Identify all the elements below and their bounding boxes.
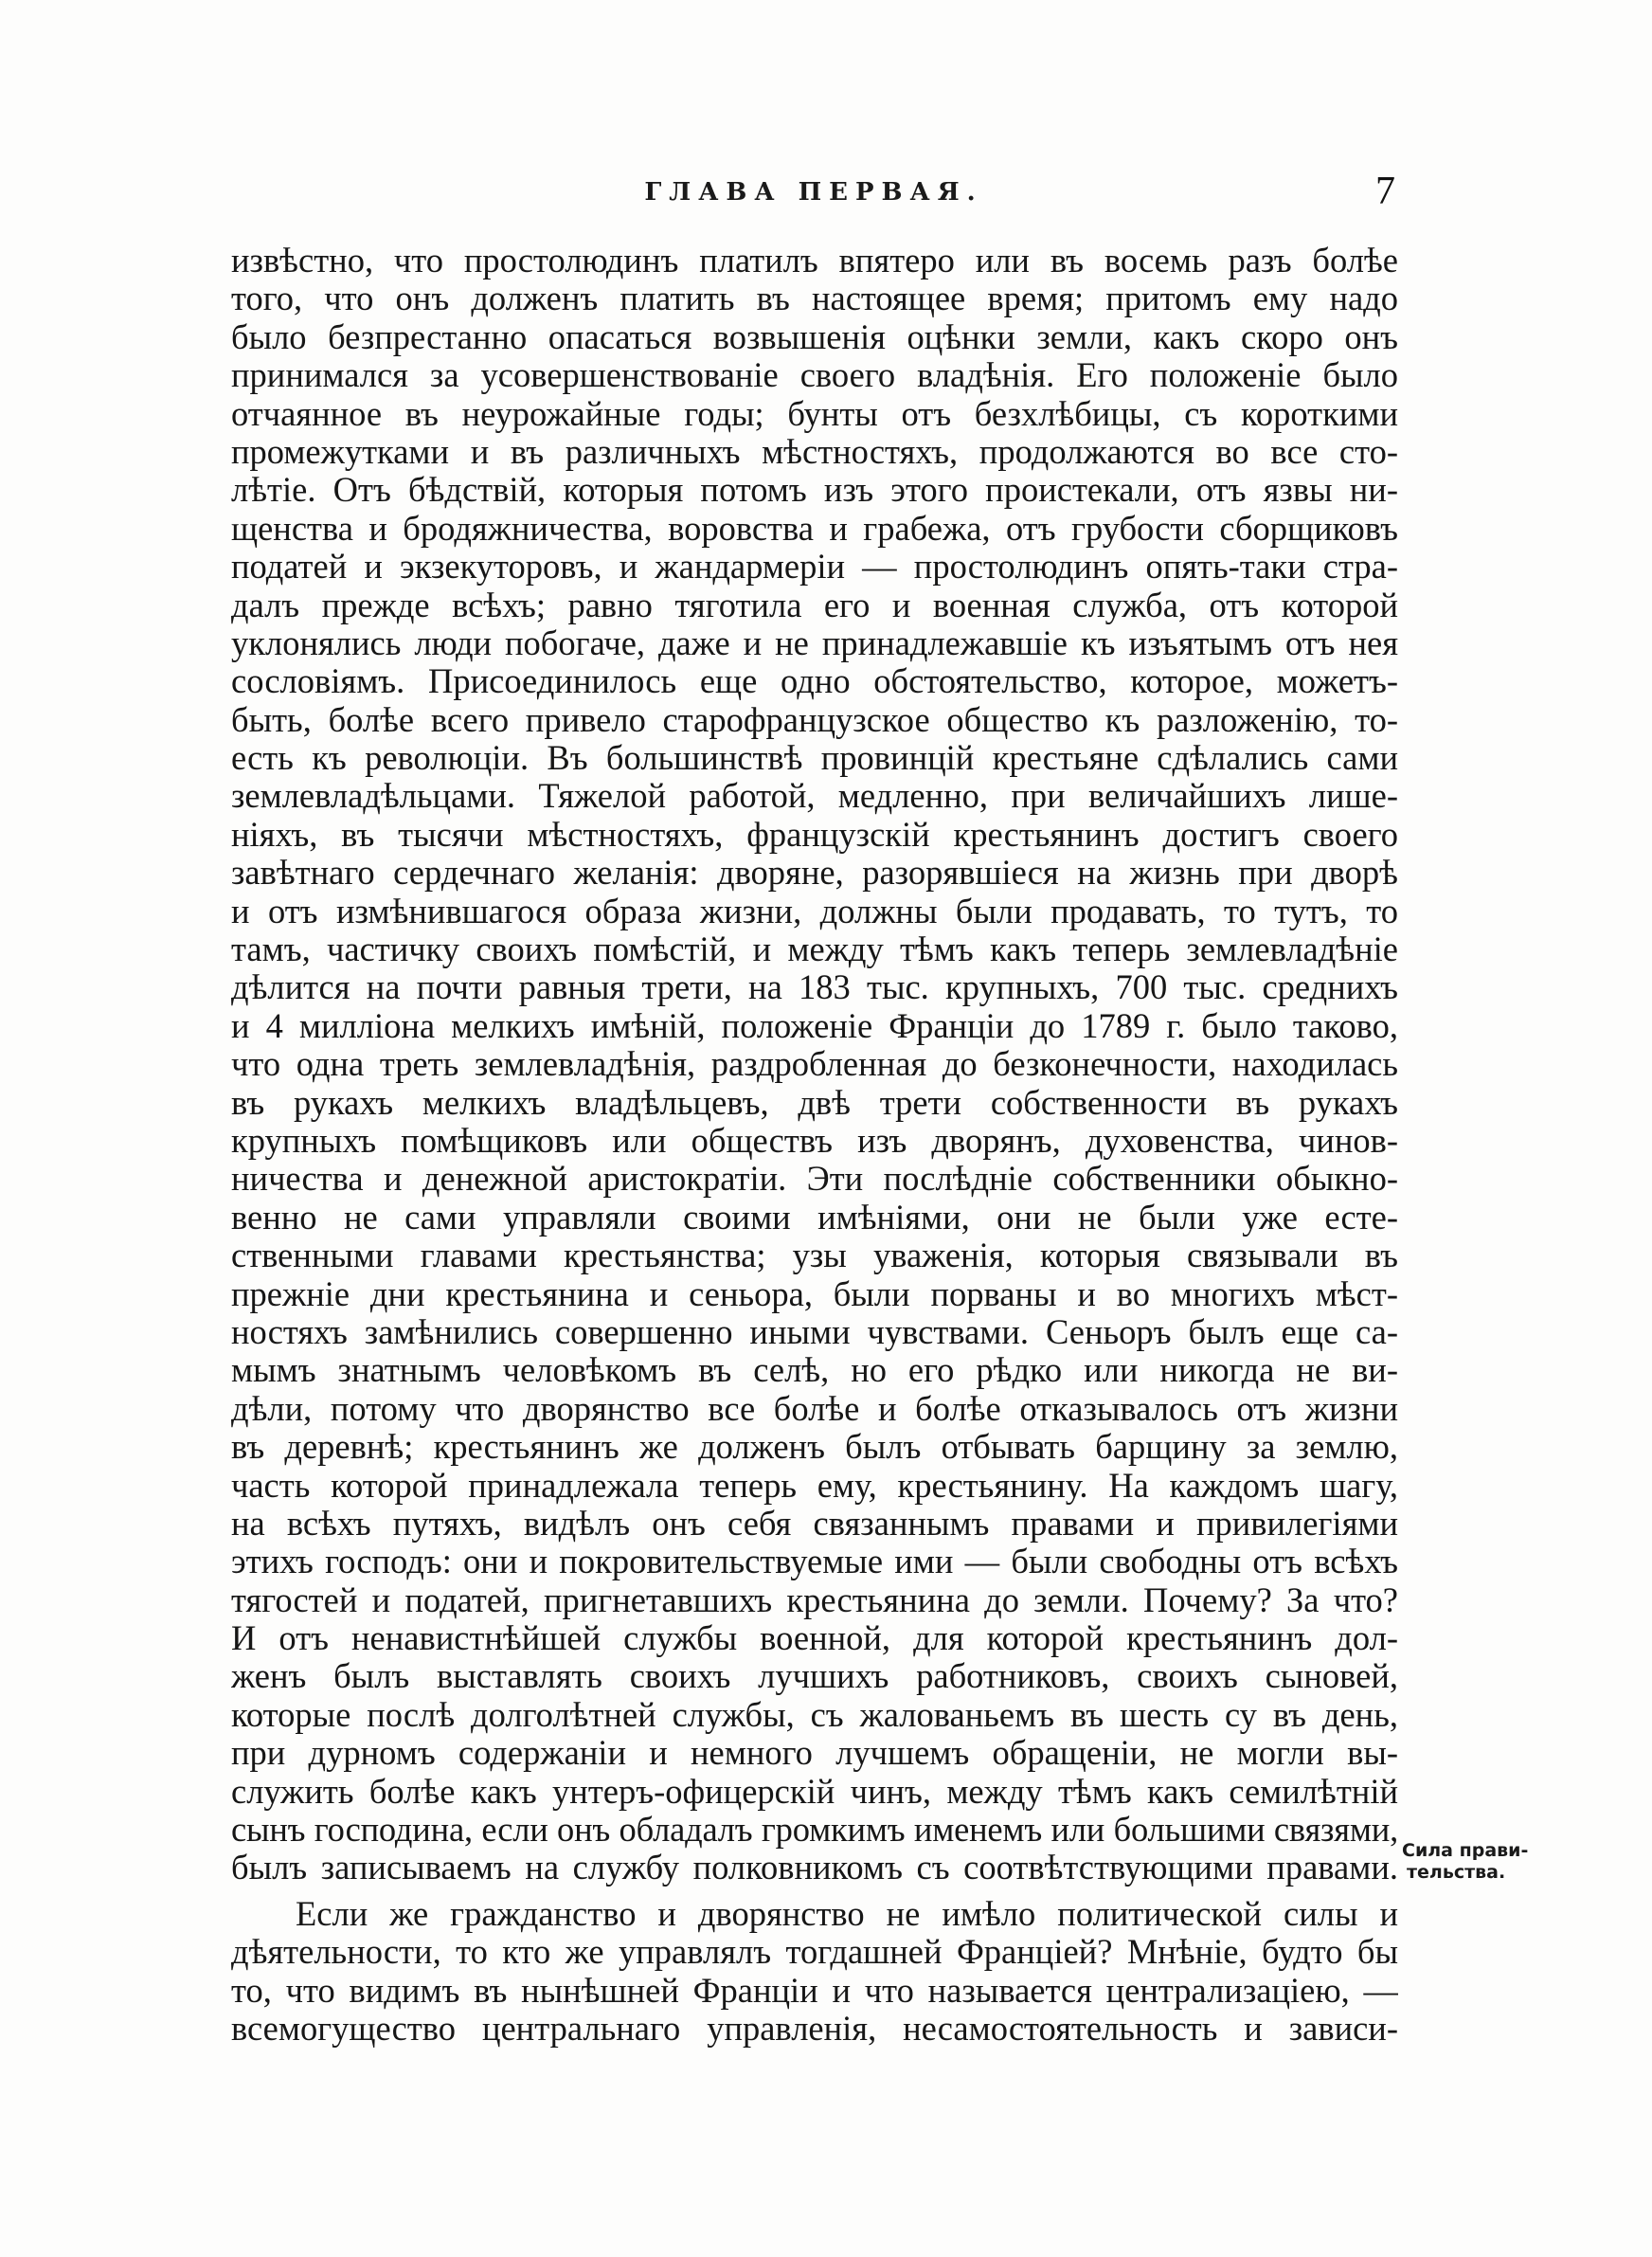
text-line: землевладѣльцами. Тяжелой работой, медленно, при величайшихъ лише- — [231, 777, 1398, 816]
chapter-title: ГЛАВА ПЕРВАЯ. — [644, 178, 983, 207]
text-line: дѣятельности, то кто же управлялъ тогдашней Франціей? Мнѣніе, будто бы — [231, 1933, 1398, 1972]
text-line: щенства и бродяжничества, воровства и грабежа, отъ грубости сборщиковъ — [231, 509, 1398, 548]
text-line: И отъ ненавистнѣйшей службы военной, для которой крестьянинъ дол- — [231, 1619, 1398, 1658]
text-line: всемогущество центральнаго управленія, несамостоятельность и зависи- — [231, 2009, 1398, 2048]
text-line: въ деревнѣ; крестьянинъ же долженъ былъ отбывать барщину за землю, — [231, 1428, 1398, 1467]
margin-note-line: Сила прави- — [1402, 1840, 1529, 1861]
text-line: мымъ знатнымъ человѣкомъ въ селѣ, но его рѣдко или никогда не ви- — [231, 1351, 1398, 1390]
text-line: отчаянное въ неурожайные годы; бунты отъ безхлѣбицы, съ короткими — [231, 394, 1398, 433]
paragraph-1 — [231, 242, 1398, 1887]
text-line: венно не сами управляли своими имѣніями, они не были уже есте- — [231, 1198, 1398, 1237]
text-line: завѣтнаго сердечнаго желанія: дворяне, разорявшіеся на жизнь при дворѣ — [231, 854, 1398, 893]
text-line: Если же гражданство и дворянство не имѣло политической силы и — [296, 1894, 1398, 1933]
text-line: принимался за усовершенствованіе своего владѣнія. Его положеніе было — [231, 356, 1398, 395]
text-line: ничества и денежной аристократіи. Эти послѣдніе собственники обыкно- — [231, 1160, 1398, 1199]
text-line: ностяхъ замѣнились совершенно иными чувствами. Сеньоръ былъ еще са- — [231, 1312, 1398, 1351]
paragraph-2 — [231, 1895, 1398, 2049]
text-line: крупныхъ помѣщиковъ или обществъ изъ дворянъ, духовенства, чинов- — [231, 1121, 1398, 1160]
text-line: этихъ господъ: они и покровительствуемые ими — были свободны отъ всѣхъ — [231, 1543, 1398, 1581]
text-line: извѣстно, что простолюдинъ платилъ впятеро или въ восемь разъ болѣе — [231, 242, 1398, 280]
text-line: далъ прежде всѣхъ; равно тяготила его и военная служба, отъ которой — [231, 586, 1398, 624]
text-line: и 4 милліона мелкихъ имѣній, положеніе Франціи до 1789 г. было таково, — [231, 1006, 1398, 1045]
text-line: часть которой принадлежала теперь ему, крестьянину. На каждомъ шагу, — [231, 1466, 1398, 1505]
page-number: 7 — [1375, 170, 1395, 213]
text-line: въ рукахъ мелкихъ владѣльцевъ, двѣ трети собственности въ рукахъ — [231, 1083, 1398, 1122]
text-line: уклонялись люди побогаче, даже и не принадлежавшіе къ изъятымъ отъ нея — [231, 623, 1398, 662]
text-line: того, что онъ долженъ платить въ настоящее время; притомъ ему надо — [231, 280, 1398, 318]
text-line: былъ записываемъ на службу полковникомъ съ соотвѣтствующими правами. — [231, 1849, 1398, 1887]
text-line: и отъ измѣнившагося образа жизни, должны были продавать, то тутъ, то — [231, 892, 1398, 930]
margin-note — [1402, 1840, 1529, 1884]
running-head — [232, 169, 1395, 216]
text-line: при дурномъ содержаніи и немного лучшемъ обращеніи, не могли вы- — [231, 1734, 1398, 1773]
margin-note-line: тельства. — [1407, 1862, 1506, 1883]
text-line: было безпрестанно опасаться возвышенія оцѣнки земли, какъ скоро онъ — [231, 317, 1398, 356]
text-line: податей и экзекуторовъ, и жандармеріи — простолюдинъ опять-таки стра- — [231, 548, 1398, 587]
text-line: женъ былъ выставлять своихъ лучшихъ работниковъ, своихъ сыновей, — [231, 1657, 1398, 1696]
text-line: быть, болѣе всего привело старофранцузское общество къ разложенію, то- — [231, 700, 1398, 739]
text-line: что одна треть землевладѣнія, раздробленная до безконечности, находилась — [231, 1045, 1398, 1084]
text-line: лѣтіе. Отъ бѣдствій, которыя потомъ изъ этого проистекали, отъ язвы ни- — [231, 471, 1398, 510]
text-line: служить болѣе какъ унтеръ-офицерскій чинъ, между тѣмъ какъ семилѣтній — [231, 1772, 1398, 1811]
text-line: сынъ господина, если онъ обладалъ громкимъ именемъ или большими связями, — [231, 1811, 1398, 1850]
text-line: то, что видимъ въ нынѣшней Франціи и что называется централизаціею, — — [231, 1971, 1398, 2010]
body-text — [231, 242, 1398, 2048]
text-line: прежніе дни крестьянина и сеньора, были порваны и во многихъ мѣст- — [231, 1274, 1398, 1313]
text-line: на всѣхъ путяхъ, видѣлъ онъ себя связаннымъ правами и привилегіями — [231, 1504, 1398, 1543]
text-line: тамъ, частичку своихъ помѣстій, и между тѣмъ какъ теперь землевладѣніе — [231, 930, 1398, 969]
text-line: сословіямъ. Присоединилось еще одно обстоятельство, которое, можетъ- — [231, 662, 1398, 701]
text-line: тягостей и податей, пригнетавшихъ крестьянина до земли. Почему? За что? — [231, 1580, 1398, 1619]
text-line: ніяхъ, въ тысячи мѣстностяхъ, французскій крестьянинъ достигъ своего — [231, 815, 1398, 854]
paragraph-gap — [231, 1887, 1398, 1895]
text-line: есть къ революціи. Въ большинствѣ провинцій крестьяне сдѣлались сами — [231, 739, 1398, 778]
text-line: промежутками и въ различныхъ мѣстностяхъ, продолжаются во все сто- — [231, 432, 1398, 471]
text-line: которые послѣ долголѣтней службы, съ жалованьемъ въ шесть су въ день, — [231, 1695, 1398, 1734]
text-line: дѣли, потому что дворянство все болѣе и болѣе отказывалось отъ жизни — [231, 1389, 1398, 1428]
text-line: ственными главами крестьянства; узы уваженія, которыя связывали въ — [231, 1237, 1398, 1275]
text-line: дѣлится на почти равныя трети, на 183 тыс. крупныхъ, 700 тыс. среднихъ — [231, 968, 1398, 1007]
